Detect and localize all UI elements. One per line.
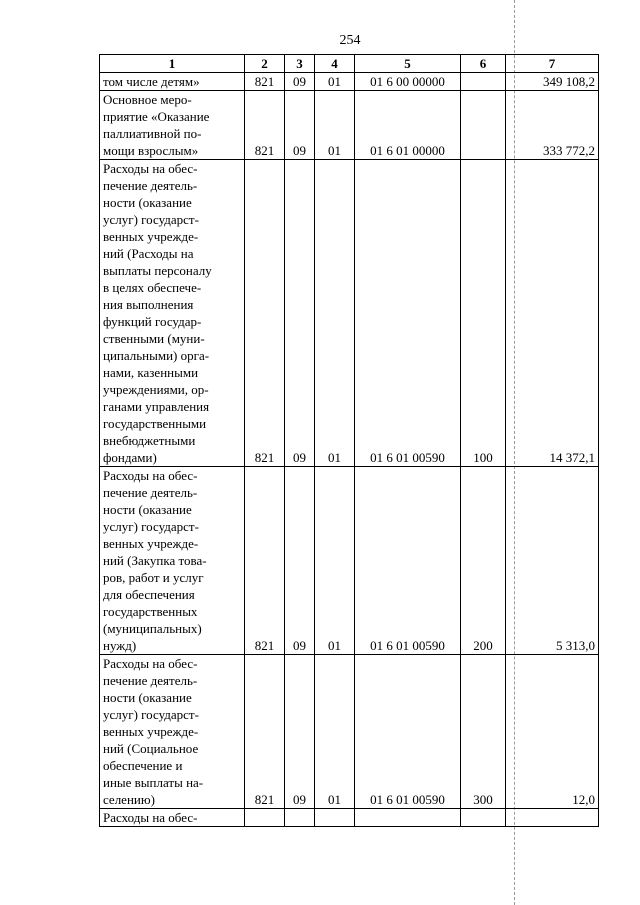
description-line: приятие «Оказание (103, 109, 210, 124)
description-line: фондами) (103, 450, 157, 465)
expense-type-cell (461, 91, 506, 160)
amount-cell: 12,0 (506, 655, 599, 809)
section-code-cell (285, 809, 315, 827)
column-header: 7 (506, 55, 599, 73)
admin-code-cell (245, 809, 285, 827)
description-line: печение деятель- (103, 178, 198, 193)
description-line: ний (Закупка това- (103, 553, 207, 568)
description-line: венных учрежде- (103, 724, 199, 739)
description-line: ний (Расходы на (103, 246, 194, 261)
row-description (100, 655, 245, 809)
description-line: выплаты персоналу (103, 263, 212, 278)
amount-cell: 5 313,0 (506, 467, 599, 655)
description-line: государственных (103, 604, 198, 619)
row-description (100, 467, 245, 655)
table-row (100, 655, 599, 809)
page-number: 254 (339, 33, 361, 48)
description-line: нами, казенными (103, 365, 199, 380)
section-code-cell: 09 (285, 655, 315, 809)
admin-code-cell: 821 (245, 160, 285, 467)
table-row (100, 160, 599, 467)
expense-type-cell (461, 73, 506, 91)
expense-type-cell: 200 (461, 467, 506, 655)
table-row (100, 809, 599, 827)
row-description (100, 73, 245, 91)
description-line: ний (Социальное (103, 741, 199, 756)
description-line: ния выполнения (103, 297, 194, 312)
expense-type-cell: 300 (461, 655, 506, 809)
section-code-cell: 09 (285, 73, 315, 91)
amount-cell (506, 809, 599, 827)
description-line: для обеспечения (103, 587, 195, 602)
description-line: услуг) государст- (103, 212, 199, 227)
description-line: том числе детям» (103, 74, 200, 89)
description-line: учреждениями, ор- (103, 382, 209, 397)
description-line: печение деятель- (103, 485, 198, 500)
description-line: функций государ- (103, 314, 202, 329)
target-article-cell: 01 6 01 00590 (355, 467, 461, 655)
description-line: ности (оказание (103, 690, 192, 705)
description-line: обеспечение и (103, 758, 183, 773)
target-article-cell: 01 6 01 00590 (355, 160, 461, 467)
description-line: ственными (муни- (103, 331, 205, 346)
description-line: (муниципальных) (103, 621, 202, 636)
description-line: Основное меро- (103, 92, 192, 107)
description-line: ципальными) орга- (103, 348, 210, 363)
section-code-cell: 09 (285, 91, 315, 160)
column-header: 3 (285, 55, 315, 73)
description-line: иные выплаты на- (103, 775, 204, 790)
subsection-code-cell: 01 (315, 73, 355, 91)
description-line: ности (оказание (103, 195, 192, 210)
table-body (100, 73, 599, 827)
subsection-code-cell: 01 (315, 91, 355, 160)
row-description (100, 160, 245, 467)
description-line: ров, работ и услуг (103, 570, 204, 585)
admin-code-cell: 821 (245, 73, 285, 91)
description-line: селению) (103, 792, 155, 807)
row-description (100, 809, 245, 827)
column-header: 6 (461, 55, 506, 73)
amount-cell: 14 372,1 (506, 160, 599, 467)
table-row (100, 467, 599, 655)
expense-type-cell (461, 809, 506, 827)
description-line: нужд) (103, 638, 137, 653)
subsection-code-cell: 01 (315, 467, 355, 655)
target-article-cell (355, 809, 461, 827)
admin-code-cell: 821 (245, 91, 285, 160)
description-line: Расходы на обес- (103, 656, 198, 671)
subsection-code-cell (315, 809, 355, 827)
description-line: услуг) государст- (103, 519, 199, 534)
description-line: ности (оказание (103, 502, 192, 517)
subsection-code-cell: 01 (315, 655, 355, 809)
column-header: 2 (245, 55, 285, 73)
description-line: Расходы на обес- (103, 468, 198, 483)
description-line: Расходы на обес- (103, 161, 198, 176)
column-header: 4 (315, 55, 355, 73)
table-row (100, 91, 599, 160)
description-line: печение деятель- (103, 673, 198, 688)
target-article-cell: 01 6 01 00000 (355, 91, 461, 160)
target-article-cell: 01 6 01 00590 (355, 655, 461, 809)
description-line: ганами управления (103, 399, 210, 414)
budget-table (99, 54, 599, 827)
section-code-cell: 09 (285, 160, 315, 467)
table-header-row (100, 55, 599, 73)
admin-code-cell: 821 (245, 467, 285, 655)
description-line: паллиативной по- (103, 126, 202, 141)
amount-cell: 333 772,2 (506, 91, 599, 160)
column-header: 5 (355, 55, 461, 73)
description-line: венных учрежде- (103, 229, 199, 244)
row-description (100, 91, 245, 160)
description-line: внебюджетными (103, 433, 196, 448)
subsection-code-cell: 01 (315, 160, 355, 467)
amount-cell: 349 108,2 (506, 73, 599, 91)
description-line: в целях обеспече- (103, 280, 202, 295)
target-article-cell: 01 6 00 00000 (355, 73, 461, 91)
description-line: венных учрежде- (103, 536, 199, 551)
table-row (100, 73, 599, 91)
description-line: мощи взрослым» (103, 143, 199, 158)
description-line: государственными (103, 416, 207, 431)
description-line: услуг) государст- (103, 707, 199, 722)
column-header: 1 (100, 55, 245, 73)
admin-code-cell: 821 (245, 655, 285, 809)
expense-type-cell: 100 (461, 160, 506, 467)
description-line: Расходы на обес- (103, 810, 198, 825)
section-code-cell: 09 (285, 467, 315, 655)
